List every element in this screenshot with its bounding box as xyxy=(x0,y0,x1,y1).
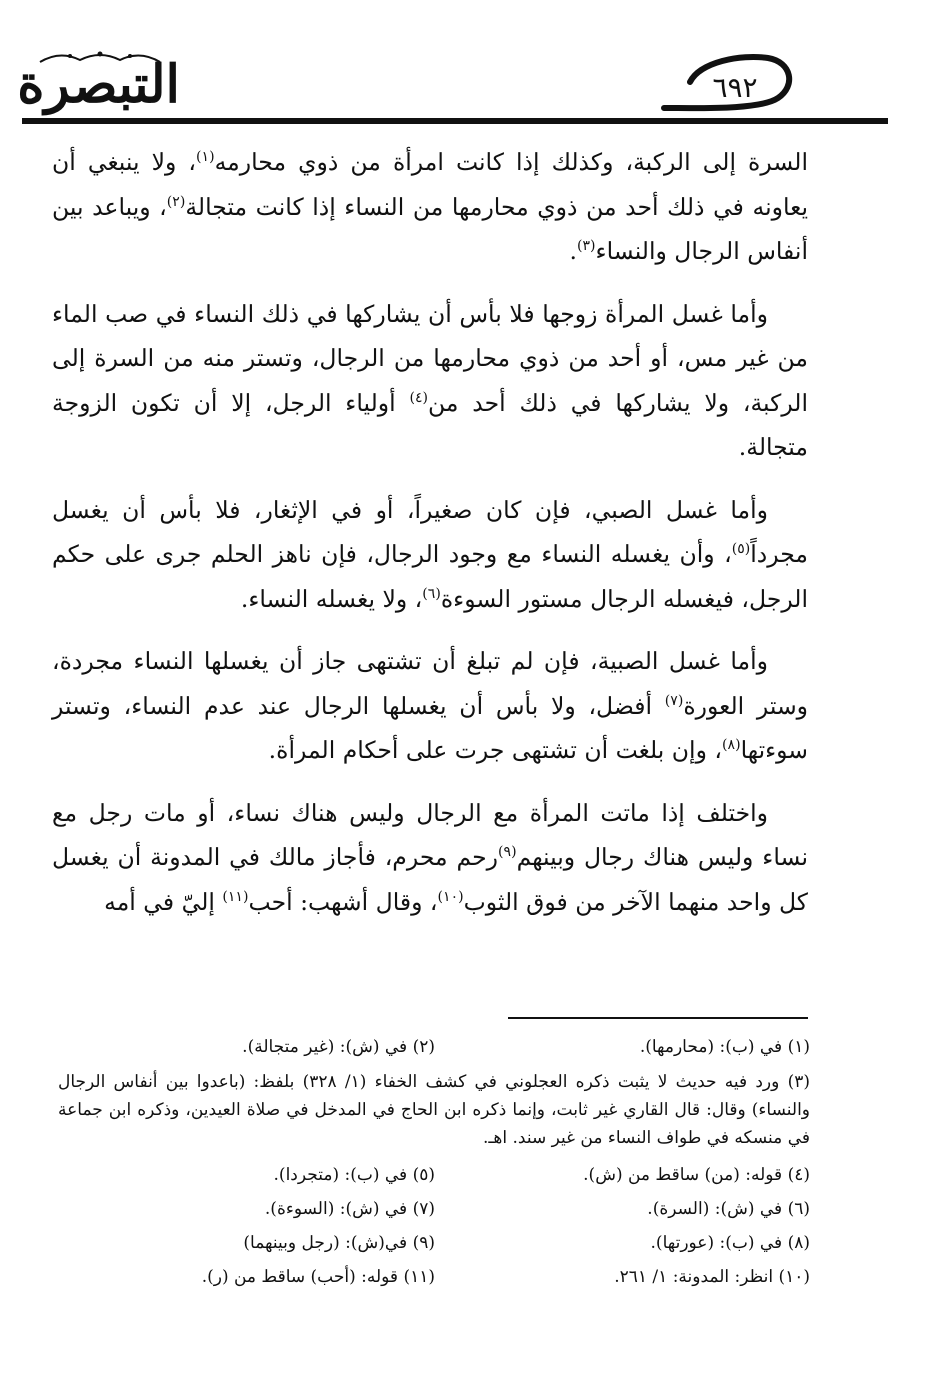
header-rule xyxy=(22,118,888,124)
footnote-row xyxy=(58,1260,810,1294)
footnote-6: (٦) في (ش): (السرة). xyxy=(647,1198,810,1219)
footnote-separator xyxy=(508,1017,808,1019)
footnote-ref: (٤) xyxy=(409,389,429,406)
text-run: السرة إلى الركبة، وكذلك إذا كانت امرأة من ذوي محارمه xyxy=(214,148,808,176)
text-run: إليّ في أمه xyxy=(104,887,223,916)
text-run: رحم محرم، فأجاز مالك في المدونة أن يغسل كل واحد منهما الآخر من فوق الثوب xyxy=(52,843,808,916)
text-run: ، ولا ينبغي أن يعاونه في ذلك أحد من ذوي محارمها من النساء إذا كانت متجالة xyxy=(52,148,808,221)
text-run: ، وقال أشهب: أحب xyxy=(248,887,438,916)
text-run: أولياء الرجل، إلا أن تكون الزوجة متجالة. xyxy=(52,388,808,461)
footnote-11: (١١) قوله: (أحب) ساقط من (ر). xyxy=(201,1266,435,1287)
text-run: أفضل، ولا بأس أن يغسلها الرجال عند عدم النساء، وتستر سوءتها xyxy=(52,691,808,764)
paragraph xyxy=(52,791,808,925)
footnote-9: (٩) في(ش): (رجل وبينهما) xyxy=(243,1232,435,1253)
footnote-8: (٨) في (ب): (عورتها). xyxy=(650,1232,810,1253)
footnote-2: (٢) في (ش): (غير متجالة). xyxy=(242,1036,435,1057)
text-run: ، وإن بلغت أن تشتهى جرت على أحكام المرأة. xyxy=(268,736,722,764)
footnote-5: (٥) في (ب): (متجردا). xyxy=(273,1164,435,1185)
text-run: ، ويباعد بين أنفاس الرجال والنساء xyxy=(52,192,808,265)
footnote-ref: (٦) xyxy=(422,585,441,602)
footnote-ref: (١١) xyxy=(222,888,249,905)
main-text xyxy=(52,140,808,942)
text-run: ، وأن يغسله النساء مع وجود الرجال، فإن ناهز الحلم جرى على حكم الرجل، فيغسله الرجال مستور السوءة xyxy=(52,540,808,613)
book-title: التبصرة xyxy=(17,54,180,115)
footnote-7: (٧) في (ش): (السوءة). xyxy=(264,1198,435,1219)
paragraph xyxy=(52,488,808,622)
footnote-10: (١٠) انظر: المدونة: ١/ ٢٦١. xyxy=(614,1266,810,1287)
footnote-row xyxy=(58,1226,810,1260)
footnote-1: (١) في (ب): (محارمها). xyxy=(639,1036,810,1057)
text-run: وأما غسل الصبي، فإن كان صغيراً، أو في الإثغار، فلا بأس أن يغسل مجرداً xyxy=(52,495,808,568)
text-run: ، ولا يغسله النساء. xyxy=(240,584,423,613)
footnote-ref: (٥) xyxy=(731,541,751,558)
footnote-ref: (٧) xyxy=(664,692,684,709)
footnote-ref: (٩) xyxy=(497,844,517,861)
text-run: وأما غسل المرأة زوجها فلا بأس أن يشاركها في ذلك النساء في صب الماء من غير مس، أو أحد من ذوي محارمها من الرجال، وتستر منه من السرة إلى الركبة، ولا يشاركها في ذلك أحد من xyxy=(52,299,808,417)
text-run: واختلف إذا ماتت المرأة مع الرجال وليس هناك نساء، أو مات رجل مع نساء وليس هناك رجال وبينهم xyxy=(52,798,808,871)
footnote-4: (٤) قوله: (من) ساقط من (ش). xyxy=(583,1164,810,1185)
footnote-ref: (١) xyxy=(196,149,215,166)
footnote-row xyxy=(58,1158,810,1192)
footnote-ref: (١٠) xyxy=(437,888,464,905)
paragraph xyxy=(52,292,808,470)
footnote-ref: (٣) xyxy=(576,238,596,255)
text-run: وأما غسل الصبية، فإن لم تبلغ أن تشتهى جاز أن يغسلها النساء مجردة، وستر العورة xyxy=(52,647,808,720)
footnote-row xyxy=(58,1030,810,1064)
footnotes xyxy=(58,1030,810,1294)
footnote-ref: (٢) xyxy=(166,193,186,210)
page-number: ٦٩٢ xyxy=(712,71,758,104)
page-header xyxy=(0,0,932,130)
paragraph xyxy=(52,140,808,274)
footnote-row xyxy=(58,1192,810,1226)
paragraph xyxy=(52,639,808,773)
footnote-ref: (٨) xyxy=(722,737,741,754)
footnote-3: (٣) ورد فيه حديث لا يثبت ذكره العجلوني في كشف الخفاء (١/ ٣٢٨) بلفظ: (باعدوا بين أنفاس الرجال والنساء) وقال: قال القاري غير ثابت، وإنما ذكره ابن الحاج في المدخل في صلاة العيدين، وذكره ابن جماعة في منسكه في طواف النساء من غير سند. اهـ. xyxy=(58,1072,810,1148)
text-run: . xyxy=(569,237,577,265)
